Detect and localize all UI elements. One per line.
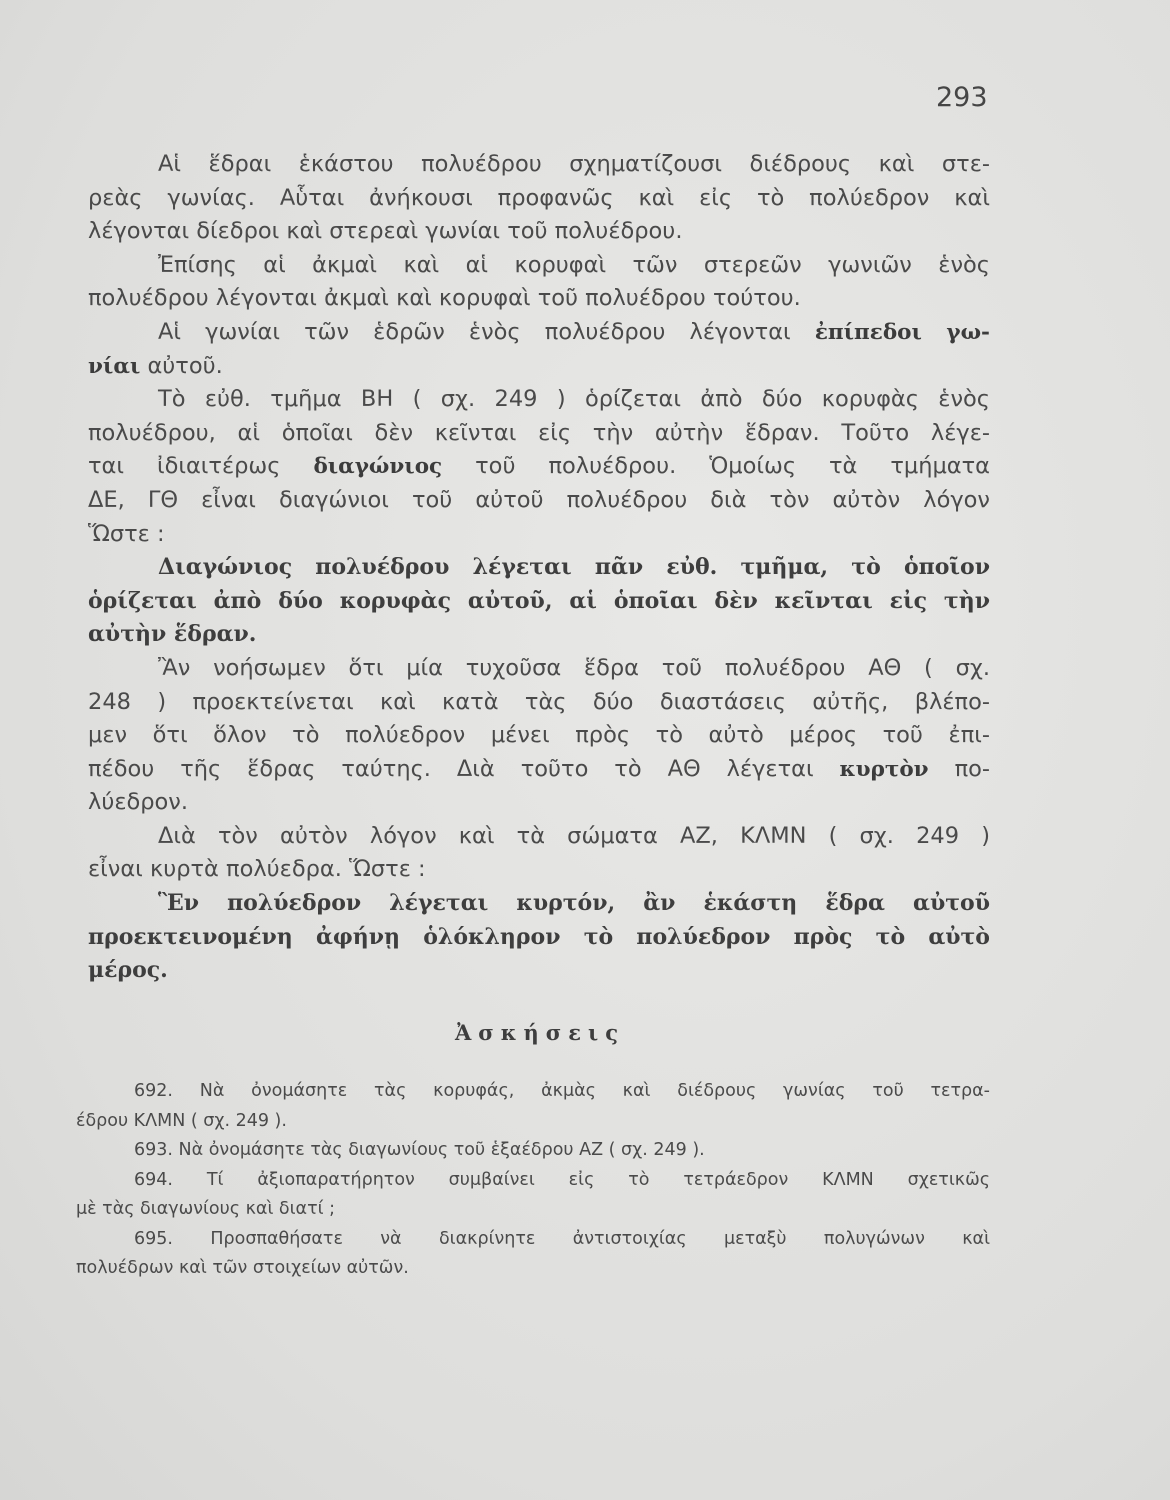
paragraph-line: Διὰ τὸν αὐτὸν λόγον καὶ τὰ σώματα ΑΖ, ΚΛΜΝ ( σχ. 249 ) [158,822,990,849]
paragraph-line [88,753,990,787]
exercise-line: 693. Νὰ ὀνομάσητε τὰς διαγωνίους τοῦ ἑξαέδρου ΑΖ ( σχ. 249 ). [134,1140,705,1160]
paragraph-line: πολυέδρου λέγονται ἀκμαὶ καὶ κορυφαὶ τοῦ πολυέδρου τούτου. [88,285,801,312]
definition-line: προεκτεινομένη ἀφήνῃ ὁλόκληρον τὸ πολύεδρον πρὸς τὸ αὐτὸ [88,923,990,950]
text-run: πέδου τῆς ἕδρας ταύτης. Διὰ τοῦτο τὸ ΑΘ λέγεται [88,755,814,782]
paragraph-line: ΔΕ, ΓΘ εἶναι διαγώνιοι τοῦ αὐτοῦ πολυέδρου διὰ τὸν αὐτὸν λόγον [88,486,990,513]
text-run: τοῦ πολυέδρου. Ὁμοίως τὰ τμήματα [475,453,991,480]
exercises-list [76,1077,990,1284]
paragraph-line [88,316,990,350]
exercise-line: πολυέδρων καὶ τῶν στοιχείων αὐτῶν. [76,1258,409,1278]
exercise-line: μὲ τὰς διαγωνίους καὶ διατί ; [76,1199,336,1219]
text-run: Αἱ γωνίαι τῶν ἑδρῶν ἑνὸς πολυέδρου λέγονται [158,318,791,345]
definition-line: Διαγώνιος πολυέδρου λέγεται πᾶν εὐθ. τμῆμα, τὸ ὁποῖον [158,554,990,581]
paragraph-line: Ὥστε : [88,520,165,547]
bold-term: ἐπίπεδοι γω- [814,319,990,345]
paragraph-line: πολυέδρου, αἱ ὁποῖαι δὲν κεῖνται εἰς τὴν αὐτὴν ἕδραν. Τοῦτο λέγε- [88,419,990,446]
definition-line: αὐτὴν ἕδραν. [88,621,257,648]
bold-term: κυρτὸν [839,756,929,782]
paragraph-line: Ἐπίσης αἱ ἀκμαὶ καὶ αἱ κορυφαὶ τῶν στερεῶν γωνιῶν ἑνὸς [158,251,990,278]
paragraph-line [88,450,990,484]
paragraph-line: Ἂν νοήσωμεν ὅτι μία τυχοῦσα ἕδρα τοῦ πολυέδρου ΑΘ ( σχ. [158,654,990,681]
paragraph-line: μεν ὅτι ὅλον τὸ πολύεδρον μένει πρὸς τὸ αὐτὸ μέρος τοῦ ἐπι- [88,722,990,749]
paragraph-line: Τὸ εὐθ. τμῆμα ΒΗ ( σχ. 249 ) ὁρίζεται ἀπὸ δύο κορυφὰς ἑνὸς [158,386,990,413]
definition-line: Ἓν πολύεδρον λέγεται κυρτόν, ἂν ἑκάστη ἕδρα αὐτοῦ [158,890,990,917]
main-text [88,148,990,988]
paragraph-line: λύεδρον. [88,789,189,816]
paragraph-line: λέγονται δίεδροι καὶ στερεαὶ γωνίαι τοῦ πολυέδρου. [88,218,683,245]
text-run: αὐτοῦ. [147,352,223,379]
paragraph-line: Αἱ ἕδραι ἑκάστου πολυέδρου σχηματίζουσι διέδρους καὶ στε- [158,151,990,177]
exercise-line: 694. Τί ἀξιοπαρατήρητον συμβαίνει εἰς τὸ τετράεδρον ΚΛΜΝ σχετικῶς [134,1169,990,1190]
paragraph-line [88,350,990,384]
exercises-heading: Ἀσκήσεις [455,1020,625,1045]
paragraph-line: ρεὰς γωνίας. Αὗται ἀνήκουσι προφανῶς καὶ εἰς τὸ πολύεδρον καὶ [88,184,990,211]
definition-line: μέρος. [88,957,168,984]
paragraph-line: εἶναι κυρτὰ πολύεδρα. Ὥστε : [88,856,426,883]
exercise-line: 695. Προσπαθήσατε νὰ διακρίνητε ἀντιστοιχίας μεταξὺ πολυγώνων καὶ [134,1228,990,1249]
text-run: ται ἰδιαιτέρως [88,453,281,480]
paragraph-line: 248 ) προεκτείνεται καὶ κατὰ τὰς δύο διαστάσεις αὐτῆς, βλέπο- [88,688,990,715]
page-number: 293 [936,82,988,113]
text-run: πο- [954,755,991,782]
exercise-line: έδρου ΚΛΜΝ ( σχ. 249 ). [76,1110,287,1131]
exercise-line: 692. Νὰ ὀνομάσητε τὰς κορυφάς, ἀκμὰς καὶ διέδρους γωνίας τοῦ τετρα- [134,1081,990,1101]
definition-line: ὁρίζεται ἀπὸ δύο κορυφὰς αὐτοῦ, αἱ ὁποῖαι δὲν κεῖνται εἰς τὴν [88,587,990,614]
bold-term: νίαι [88,353,141,379]
bold-term: διαγώνιος [313,454,443,480]
